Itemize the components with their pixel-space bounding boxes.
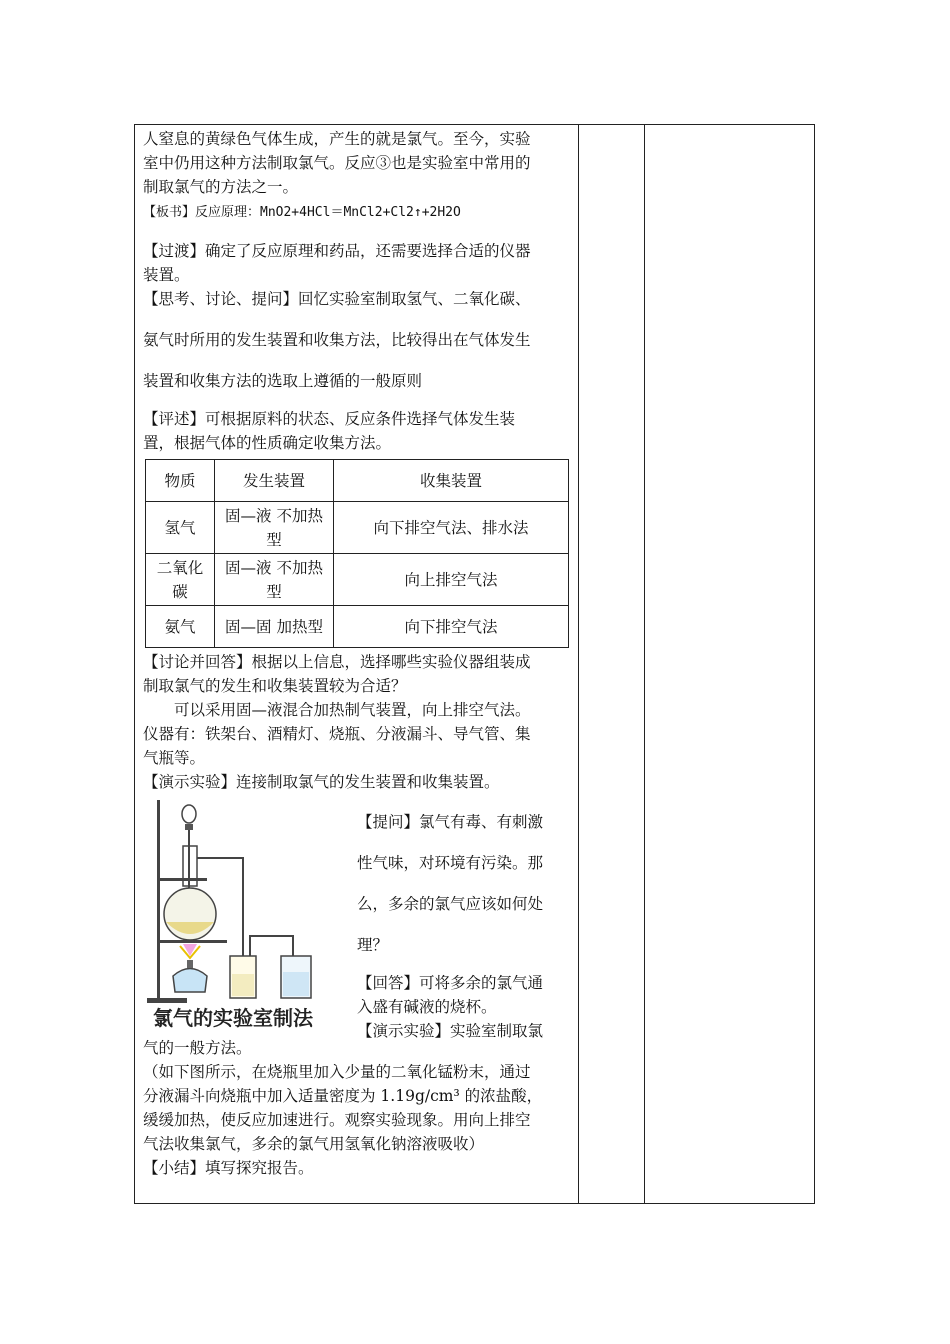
text-line: 可以采用固—液混合加热制气装置，向上排空气法。 xyxy=(174,701,531,719)
table-cell: 向上排空气法 xyxy=(334,554,569,606)
text-line: 理？ xyxy=(357,936,389,954)
table-cell: 固—固 加热型 xyxy=(215,606,334,648)
text-line: 装置。 xyxy=(143,266,190,284)
text-line: 气的一般方法。 xyxy=(143,1039,252,1057)
table-cell: 向下排空气法、排水法 xyxy=(334,502,569,554)
table-row xyxy=(146,554,569,606)
table-row xyxy=(146,502,569,554)
text-line: 制取氯气的发生和收集装置较为合适？ xyxy=(143,677,407,695)
text-line: 缓缓加热，使反应加速进行。观察实验现象。用向上排空 xyxy=(143,1111,531,1129)
chlorine-apparatus-figure xyxy=(143,796,348,1030)
side-discussion xyxy=(357,810,571,1043)
text-line: 入盛有碱液的烧杯。 xyxy=(357,998,497,1016)
table-header: 物质 xyxy=(146,460,215,502)
text-line: 仪器有：铁架台、酒精灯、烧瓶、分液漏斗、导气管、集 xyxy=(143,725,531,743)
table-row xyxy=(146,606,569,648)
table-header: 收集装置 xyxy=(334,460,569,502)
text-line: 制取氯气的方法之一。 xyxy=(143,178,299,196)
text-line: 室中仍用这种方法制取氯气。反应③也是实验室中常用的 xyxy=(143,154,531,172)
table-cell: 二氧化碳 xyxy=(146,554,215,606)
text-line: 分液漏斗向烧瓶中加入适量密度为 1.19g/cm³ 的浓盐酸， xyxy=(143,1087,543,1105)
column-divider-2 xyxy=(644,125,645,1203)
gas-apparatus-table xyxy=(145,459,569,648)
apparatus-illustration xyxy=(143,796,348,1026)
text-line: 【小结】填写探究报告。 xyxy=(143,1159,314,1177)
text-line: 置，根据气体的性质确定收集方法。 xyxy=(143,434,392,452)
text-line: 【思考、讨论、提问】回忆实验室制取氢气、二氧化碳、 xyxy=(143,290,531,308)
table-cell: 氢气 xyxy=(146,502,215,554)
text-line: （如下图所示，在烧瓶里加入少量的二氧化锰粉末，通过 xyxy=(143,1063,531,1081)
text-line: 【演示实验】实验室制取氯 xyxy=(357,1022,544,1040)
text-line: 【讨论并回答】根据以上信息，选择哪些实验仪器组装成 xyxy=(143,653,531,671)
figure-row xyxy=(143,794,571,1056)
text-line: 气瓶等。 xyxy=(143,749,206,767)
lesson-table xyxy=(134,124,815,1204)
table-header: 发生装置 xyxy=(215,460,334,502)
closing-text xyxy=(143,1036,571,1180)
text-line: 【过渡】确定了反应原理和药品，还需要选择合适的仪器 xyxy=(143,242,531,260)
text-line: 【回答】可将多余的氯气通 xyxy=(357,974,544,992)
reaction-equation: 【板书】反应原理：MnO2+4HCl＝MnCl2+Cl2↑+2H2O xyxy=(143,205,461,220)
text-line: 么，多余的氯气应该如何处 xyxy=(357,895,544,913)
text-line: 气法收集氯气，多余的氯气用氢氧化钠溶液吸收） xyxy=(143,1135,485,1153)
table-cell: 固—液 不加热型 xyxy=(215,502,334,554)
table-header-row xyxy=(146,460,569,502)
text-line: 装置和收集方法的选取上遵循的一般原则 xyxy=(143,372,423,390)
text-line: 性气味，对环境有污染。那 xyxy=(357,854,544,872)
text-line: 人窒息的黄绿色气体生成，产生的就是氯气。至今，实验 xyxy=(143,130,531,148)
text-line: 【演示实验】连接制取氯气的发生装置和收集装置。 xyxy=(143,773,500,791)
table-cell: 向下排空气法 xyxy=(334,606,569,648)
table-cell: 氨气 xyxy=(146,606,215,648)
teaching-process-column xyxy=(143,127,571,1180)
text-line: 【提问】氯气有毒、有刺激 xyxy=(357,813,544,831)
column-divider-1 xyxy=(578,125,579,1203)
figure-caption: 氯气的实验室制法 xyxy=(153,1006,313,1030)
table-cell: 固—液 不加热型 xyxy=(215,554,334,606)
text-line: 【评述】可根据原料的状态、反应条件选择气体发生装 xyxy=(143,410,516,428)
text-line: 氨气时所用的发生装置和收集方法，比较得出在气体发生 xyxy=(143,331,531,349)
